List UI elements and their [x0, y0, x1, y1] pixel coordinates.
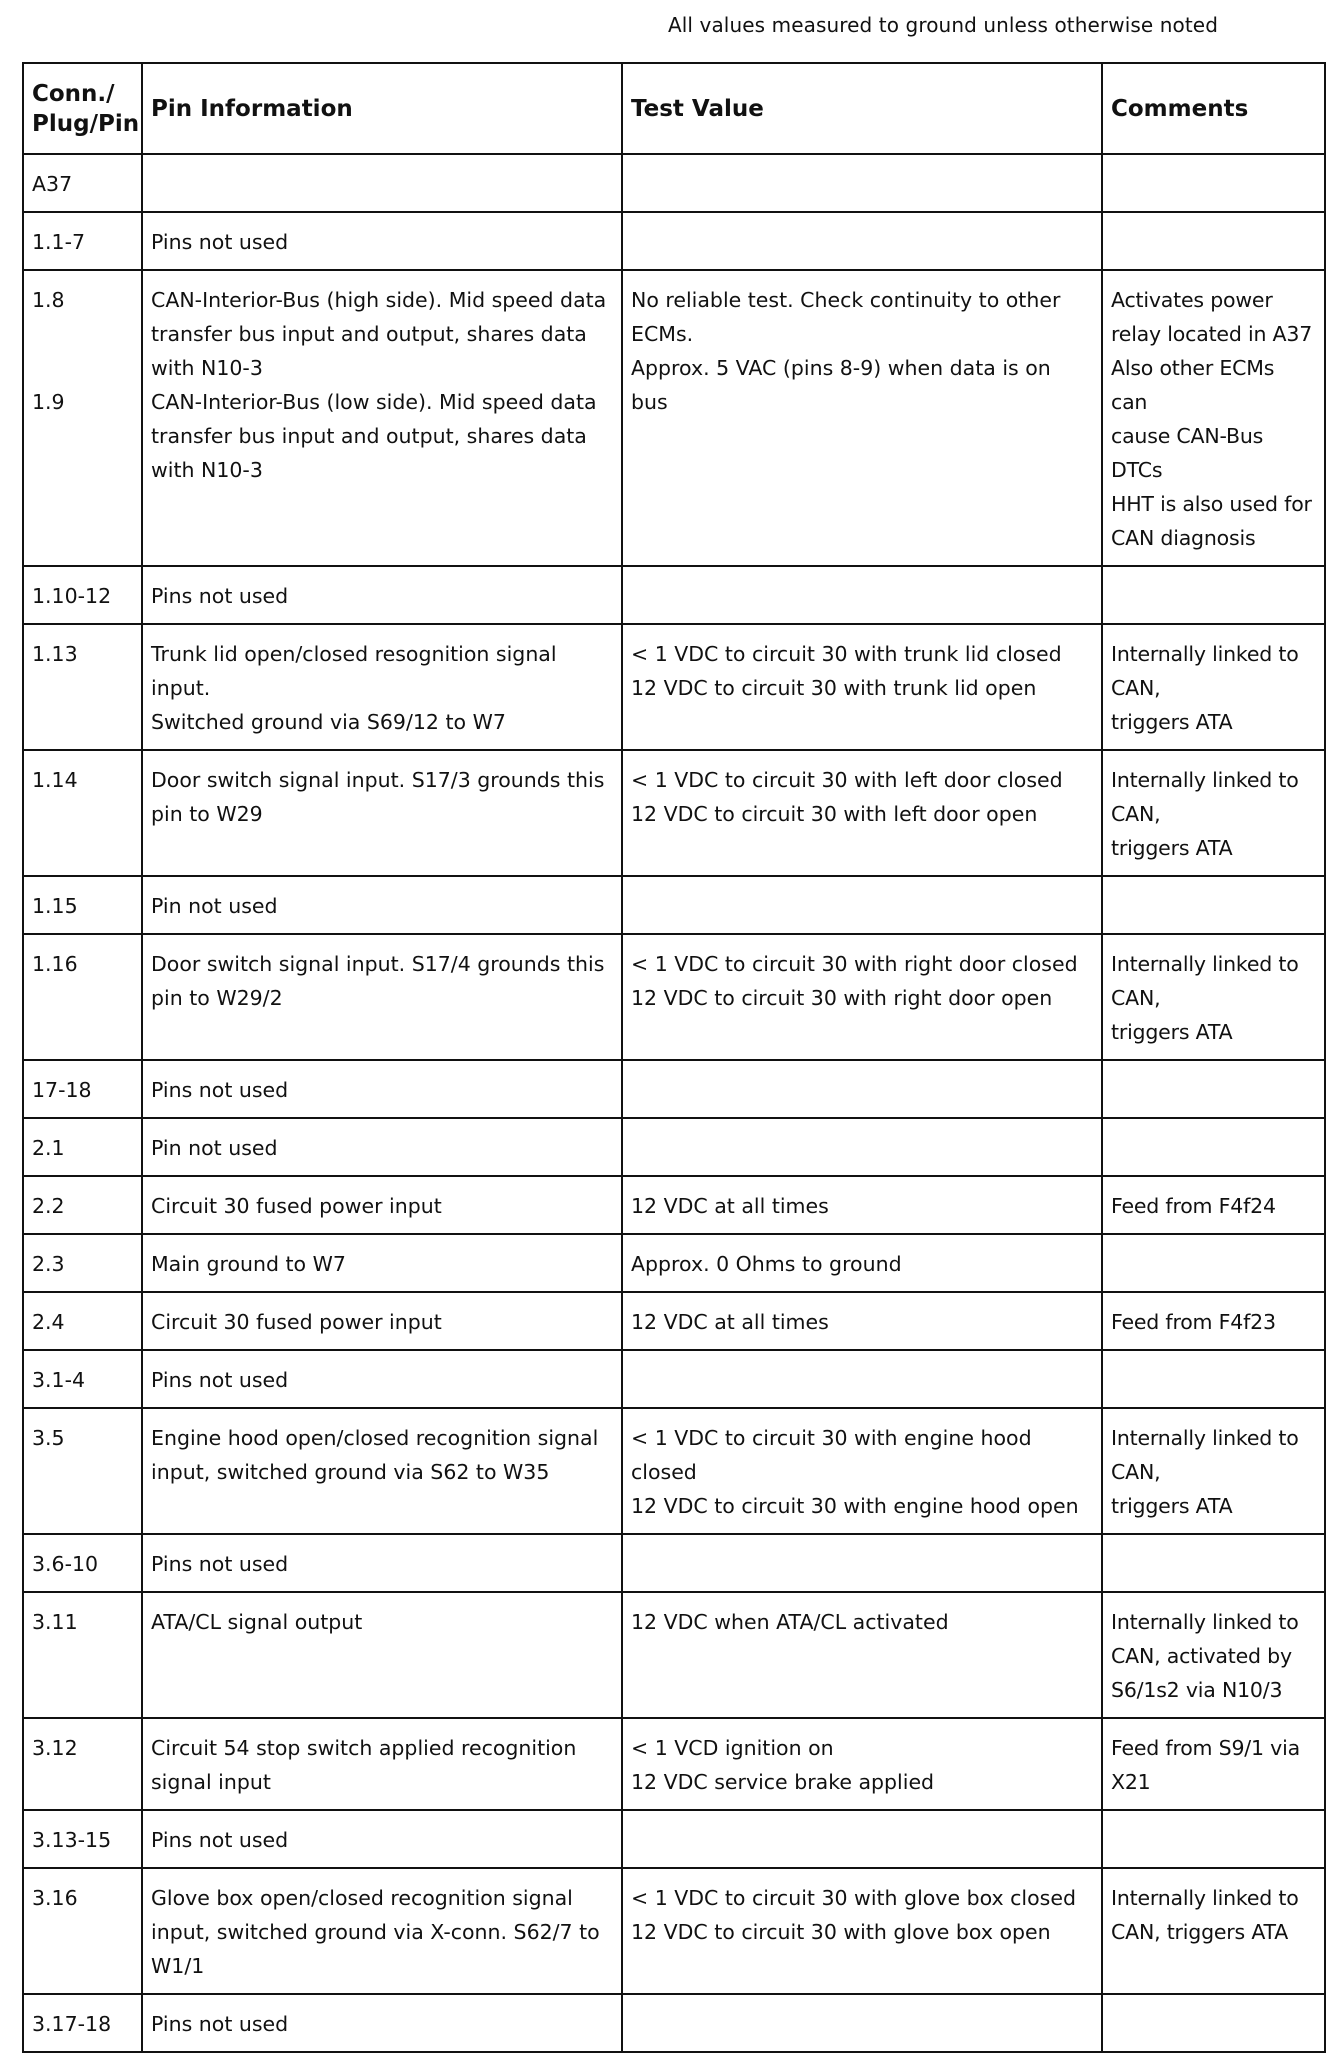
cell-conn-text: 2.2: [32, 1194, 65, 1218]
cell-pin-information-text: Door switch signal input. S17/4 grounds this pin to W29/2: [151, 952, 605, 1010]
cell-pin-information-text: ATA/CL signal output: [151, 1610, 363, 1634]
cell-comments: [1102, 1534, 1325, 1592]
cell-conn: [23, 1350, 142, 1408]
cell-pin-information: [142, 212, 622, 270]
cell-conn-text: 2.4: [32, 1310, 65, 1334]
cell-conn-text: 3.13-15: [32, 1828, 112, 1852]
cell-test-value: [622, 1060, 1102, 1118]
cell-conn-text: 1.16: [32, 952, 78, 976]
cell-conn-text: 3.16: [32, 1886, 78, 1910]
cell-pin-information-text: Pins not used: [151, 1368, 289, 1392]
header-comments: Comments: [1102, 63, 1325, 154]
cell-test-value-text: < 1 VDC to circuit 30 with left door closed 12 VDC to circuit 30 with left door open: [631, 768, 1063, 826]
table-row: [23, 1118, 1325, 1176]
cell-conn: [23, 624, 142, 750]
table-row: [23, 1060, 1325, 1118]
cell-comments-text: Internally linked to CAN, activated by S6/1s2 via N10/3: [1111, 1610, 1299, 1702]
cell-pin-information-text: Circuit 30 fused power input: [151, 1194, 442, 1218]
cell-comments-text: Internally linked to CAN, triggers ATA: [1111, 952, 1299, 1044]
cell-conn-text: 17-18: [32, 1078, 92, 1102]
table-row: [23, 1810, 1325, 1868]
cell-comments: [1102, 1994, 1325, 2052]
cell-test-value: [622, 212, 1102, 270]
cell-conn-text: 1.15: [32, 894, 78, 918]
cell-pin-information-text: Circuit 54 stop switch applied recognition signal input: [151, 1736, 577, 1794]
cell-test-value-text: No reliable test. Check continuity to other ECMs. Approx. 5 VAC (pins 8-9) when data is on bus: [631, 288, 1061, 414]
cell-pin-information: [142, 1350, 622, 1408]
table-row: [23, 1292, 1325, 1350]
cell-comments: [1102, 1118, 1325, 1176]
cell-conn-text: 1.13: [32, 642, 78, 666]
cell-pin-information-text: Glove box open/closed recognition signal input, switched ground via X-conn. S62/7 to W1/1: [151, 1886, 600, 1978]
cell-comments: [1102, 1868, 1325, 1994]
cell-conn: [23, 1592, 142, 1718]
table-row: [23, 624, 1325, 750]
table-row: [23, 934, 1325, 1060]
cell-test-value: [622, 934, 1102, 1060]
cell-test-value: [622, 1350, 1102, 1408]
cell-pin-information: [142, 750, 622, 876]
cell-test-value: [622, 1592, 1102, 1718]
cell-conn: [23, 1408, 142, 1534]
header-conn: Conn./ Plug/Pin: [23, 63, 142, 154]
cell-conn: [23, 1534, 142, 1592]
cell-pin-information-text: Main ground to W7: [151, 1252, 346, 1276]
cell-comments-text: Internally linked to CAN, triggers ATA: [1111, 1426, 1299, 1518]
cell-pin-information-text: Pin not used: [151, 1136, 278, 1160]
table-row: [23, 1350, 1325, 1408]
cell-conn: [23, 212, 142, 270]
cell-test-value: [622, 1994, 1102, 2052]
header-test-value: Test Value: [622, 63, 1102, 154]
cell-test-value-text: < 1 VDC to circuit 30 with trunk lid closed 12 VDC to circuit 30 with trunk lid open: [631, 642, 1062, 700]
cell-comments: [1102, 1234, 1325, 1292]
cell-test-value: [622, 1810, 1102, 1868]
table-row: [23, 1592, 1325, 1718]
cell-pin-information-text: Pins not used: [151, 1828, 289, 1852]
cell-comments: [1102, 1718, 1325, 1810]
cell-pin-information-text: CAN-Interior-Bus (high side). Mid speed data transfer bus input and output, shares data with N10-3 CAN-Interior-Bus (low side). Mid speed data transfer bus input and output, shares data with N10-3: [151, 288, 607, 482]
cell-test-value: [622, 566, 1102, 624]
cell-pin-information: [142, 1118, 622, 1176]
table-row: [23, 1718, 1325, 1810]
cell-conn: [23, 1994, 142, 2052]
cell-comments: [1102, 1350, 1325, 1408]
cell-pin-information: [142, 566, 622, 624]
cell-pin-information: [142, 934, 622, 1060]
cell-pin-information: [142, 1868, 622, 1994]
table-row: [23, 750, 1325, 876]
cell-pin-information: [142, 1810, 622, 1868]
cell-conn: [23, 1718, 142, 1810]
table-row: [23, 876, 1325, 934]
cell-pin-information-text: Pins not used: [151, 2012, 289, 2036]
cell-comments-text: Activates power relay located in A37 Also other ECMs can cause CAN-Bus DTCs HHT is also used for CAN diagnosis: [1111, 288, 1313, 550]
cell-comments-text: Internally linked to CAN, triggers ATA: [1111, 642, 1299, 734]
cell-comments: [1102, 1060, 1325, 1118]
cell-pin-information: [142, 1408, 622, 1534]
cell-test-value: [622, 1176, 1102, 1234]
cell-pin-information: [142, 1176, 622, 1234]
cell-comments: [1102, 270, 1325, 566]
cell-test-value: [622, 1868, 1102, 1994]
cell-pin-information: [142, 624, 622, 750]
cell-test-value: [622, 876, 1102, 934]
cell-conn-text: 1.8 1.9: [32, 288, 65, 414]
cell-test-value: [622, 154, 1102, 212]
cell-test-value: [622, 1408, 1102, 1534]
cell-test-value-text: 12 VDC at all times: [631, 1194, 829, 1218]
cell-conn: [23, 750, 142, 876]
cell-comments-text: Internally linked to CAN, triggers ATA: [1111, 768, 1299, 860]
cell-pin-information-text: Engine hood open/closed recognition signal input, switched ground via S62 to W35: [151, 1426, 599, 1484]
cell-comments: [1102, 1176, 1325, 1234]
cell-pin-information: [142, 1292, 622, 1350]
cell-conn: [23, 154, 142, 212]
table-row: [23, 1994, 1325, 2052]
table-header-row: [23, 63, 1325, 154]
cell-comments: [1102, 566, 1325, 624]
cell-comments: [1102, 212, 1325, 270]
cell-conn: [23, 1810, 142, 1868]
table-row: [23, 212, 1325, 270]
cell-test-value: [622, 624, 1102, 750]
table-row: [23, 1408, 1325, 1534]
cell-comments: [1102, 750, 1325, 876]
cell-test-value-text: < 1 VDC to circuit 30 with right door closed 12 VDC to circuit 30 with right door open: [631, 952, 1078, 1010]
cell-pin-information-text: Pin not used: [151, 894, 278, 918]
cell-comments: [1102, 1408, 1325, 1534]
cell-pin-information: [142, 270, 622, 566]
cell-pin-information: [142, 1994, 622, 2052]
cell-conn-text: 3.17-18: [32, 2012, 112, 2036]
measurement-note: All values measured to ground unless otherwise noted: [667, 13, 1218, 37]
cell-conn-text: 3.6-10: [32, 1552, 99, 1576]
cell-conn: [23, 1176, 142, 1234]
cell-comments-text: Internally linked to CAN, triggers ATA: [1111, 1886, 1299, 1944]
cell-test-value-text: Approx. 0 Ohms to ground: [631, 1252, 902, 1276]
cell-conn-text: 1.10-12: [32, 584, 112, 608]
table-row: [23, 566, 1325, 624]
cell-comments: [1102, 934, 1325, 1060]
cell-conn: [23, 876, 142, 934]
cell-pin-information: [142, 1234, 622, 1292]
cell-test-value-text: < 1 VCD ignition on 12 VDC service brake applied: [631, 1736, 935, 1794]
cell-test-value: [622, 1118, 1102, 1176]
cell-test-value: [622, 750, 1102, 876]
cell-comments: [1102, 1292, 1325, 1350]
table-row: [23, 154, 1325, 212]
table-row: [23, 1868, 1325, 1994]
cell-comments-text: Feed from F4f24: [1111, 1194, 1276, 1218]
cell-conn: [23, 1868, 142, 1994]
cell-pin-information-text: Circuit 30 fused power input: [151, 1310, 442, 1334]
cell-conn-text: 3.11: [32, 1610, 78, 1634]
cell-pin-information: [142, 876, 622, 934]
cell-conn-text: 2.3: [32, 1252, 65, 1276]
cell-pin-information: [142, 1534, 622, 1592]
cell-comments: [1102, 876, 1325, 934]
cell-comments: [1102, 154, 1325, 212]
cell-conn-text: 3.5: [32, 1426, 65, 1450]
cell-conn-text: 3.1-4: [32, 1368, 86, 1392]
table-row: [23, 1534, 1325, 1592]
cell-pin-information: [142, 1592, 622, 1718]
cell-test-value: [622, 270, 1102, 566]
cell-pin-information: [142, 154, 622, 212]
cell-comments: [1102, 1592, 1325, 1718]
cell-test-value: [622, 1292, 1102, 1350]
cell-test-value: [622, 1534, 1102, 1592]
header-pin-information: Pin Information: [142, 63, 622, 154]
cell-pin-information-text: Door switch signal input. S17/3 grounds this pin to W29: [151, 768, 605, 826]
cell-pin-information: [142, 1718, 622, 1810]
table-row: [23, 270, 1325, 566]
cell-conn-text: 1.14: [32, 768, 78, 792]
cell-pin-information-text: Pins not used: [151, 584, 289, 608]
cell-conn: [23, 1292, 142, 1350]
cell-conn: [23, 934, 142, 1060]
cell-test-value-text: 12 VDC at all times: [631, 1310, 829, 1334]
cell-comments: [1102, 624, 1325, 750]
cell-conn: [23, 1118, 142, 1176]
cell-test-value-text: 12 VDC when ATA/CL activated: [631, 1610, 949, 1634]
cell-conn-text: A37: [32, 172, 73, 196]
cell-pin-information-text: Pins not used: [151, 230, 289, 254]
cell-pin-information-text: Trunk lid open/closed resognition signal input. Switched ground via S69/12 to W7: [151, 642, 557, 734]
pin-test-table: [22, 62, 1326, 2053]
cell-conn: [23, 566, 142, 624]
cell-conn: [23, 270, 142, 566]
cell-test-value-text: < 1 VDC to circuit 30 with engine hood closed 12 VDC to circuit 30 with engine hood open: [631, 1426, 1079, 1518]
cell-conn: [23, 1060, 142, 1118]
cell-pin-information-text: Pins not used: [151, 1078, 289, 1102]
table-row: [23, 1234, 1325, 1292]
cell-test-value-text: < 1 VDC to circuit 30 with glove box closed 12 VDC to circuit 30 with glove box open: [631, 1886, 1076, 1944]
cell-test-value: [622, 1718, 1102, 1810]
cell-conn-text: 2.1: [32, 1136, 65, 1160]
cell-conn-text: 1.1-7: [32, 230, 86, 254]
table-row: [23, 1176, 1325, 1234]
cell-comments-text: Feed from S9/1 via X21: [1111, 1736, 1300, 1794]
cell-pin-information: [142, 1060, 622, 1118]
cell-test-value: [622, 1234, 1102, 1292]
cell-comments: [1102, 1810, 1325, 1868]
cell-conn-text: 3.12: [32, 1736, 78, 1760]
cell-conn: [23, 1234, 142, 1292]
cell-pin-information-text: Pins not used: [151, 1552, 289, 1576]
cell-comments-text: Feed from F4f23: [1111, 1310, 1276, 1334]
